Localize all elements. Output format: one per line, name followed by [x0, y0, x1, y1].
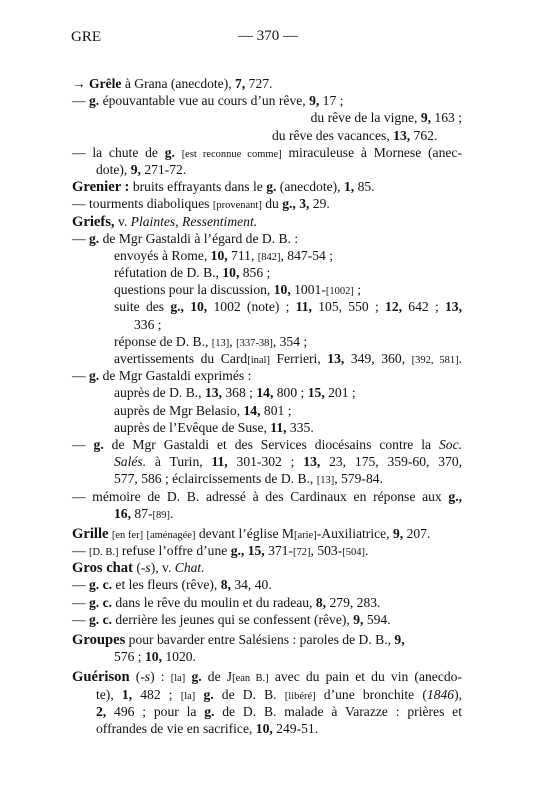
- entry-text: 349, 360,: [344, 351, 412, 366]
- entry-text: —: [72, 230, 89, 246]
- index-line: [72, 720, 462, 737]
- index-line: [72, 161, 462, 178]
- entry-text: ,: [229, 333, 237, 349]
- entry-text: 801 ;: [260, 402, 292, 418]
- entry-text: 271-72.: [140, 161, 187, 177]
- editorial-insert: [ean B.]: [232, 673, 269, 685]
- editorial-insert: [la]: [180, 690, 196, 702]
- index-line: [72, 247, 462, 264]
- entry-text: 1020.: [161, 649, 196, 665]
- entry-text: .: [458, 351, 462, 366]
- entry-text: de Mgr Gastaldi exprimés :: [99, 368, 252, 384]
- entry-text: — tourments diaboliques: [72, 196, 213, 212]
- entry-text: 34, 40.: [230, 577, 272, 593]
- entry-text: v.: [114, 213, 131, 229]
- entry-text: dote),: [96, 161, 131, 177]
- index-line: [72, 281, 462, 298]
- entry-text: auprès de l’Evêque de Suse,: [114, 419, 271, 435]
- editorial-insert: [13]: [316, 475, 335, 487]
- entry-text: réfutation de D. B.,: [114, 265, 223, 281]
- entry-text: 249-51.: [272, 720, 319, 736]
- entry-text: de Mgr Gastaldi à l’égard de D. B. :: [99, 230, 299, 246]
- entry-text: —: [72, 368, 89, 384]
- entry-text: pour bavarder entre Salésiens : paroles de D. B.,: [125, 632, 395, 647]
- volume-ref: 12,: [385, 299, 403, 315]
- volume-ref: 10,: [210, 247, 228, 263]
- entry-text: — la chute de: [72, 144, 165, 160]
- index-line: [72, 559, 462, 576]
- volume-ref: 10,: [222, 265, 240, 281]
- volume-ref: 2,: [96, 703, 107, 719]
- entry-text: avec du pain et du vin (anecdo-: [268, 669, 462, 685]
- volume-ref: 9,: [394, 632, 405, 647]
- volume-ref: g., 10,: [170, 299, 208, 315]
- entry-text: , 579-84.: [334, 471, 383, 487]
- editorial-insert: [337-38]: [236, 337, 273, 349]
- entry-text: .: [364, 543, 369, 559]
- volume-ref: g. c.: [89, 594, 113, 610]
- entry-text: , 847-54 ;: [280, 247, 333, 263]
- entry-text: 17 ;: [319, 93, 344, 109]
- entry-text: 856 ;: [239, 265, 271, 281]
- entry-text: —: [72, 577, 89, 593]
- entry-text: 1001-: [290, 282, 326, 298]
- volume-ref: Grêle: [89, 76, 122, 91]
- volume-ref: g. c.: [89, 611, 113, 627]
- entry-text: —: [72, 594, 89, 610]
- entry-text: questions pour la discussion,: [114, 282, 274, 298]
- entry-text: -Auxiliatrice,: [316, 525, 393, 541]
- volume-ref: g., 3,: [282, 196, 310, 212]
- entry-text: épouvantable vue au cours d’un rêve,: [99, 93, 310, 109]
- index-line: [72, 594, 462, 611]
- index-line: [72, 668, 462, 685]
- entry-text: 482 ;: [132, 686, 181, 702]
- entry-text: 207.: [403, 525, 431, 541]
- index-line: [72, 195, 462, 212]
- index-body: [72, 75, 462, 737]
- volume-ref: 9,: [420, 110, 432, 126]
- entry-text: de D. B.: [213, 686, 285, 702]
- entry-text: ;: [353, 282, 362, 298]
- index-line: [72, 686, 462, 703]
- editorial-insert: [842]: [257, 251, 281, 263]
- entry-text: (: [132, 560, 141, 576]
- italic-text: -s: [140, 560, 151, 576]
- volume-ref: 10,: [144, 649, 162, 665]
- entry-text: du: [261, 196, 283, 212]
- volume-ref: 11,: [211, 454, 228, 470]
- index-line: [72, 576, 462, 593]
- entry-text: 201 ;: [324, 385, 356, 401]
- editorial-insert: [D. B.]: [89, 547, 119, 559]
- volume-ref: 13,: [327, 351, 345, 366]
- volume-ref: 13,: [393, 127, 411, 143]
- entry-text: ),: [454, 686, 463, 702]
- volume-ref: 14,: [256, 385, 274, 401]
- volume-ref: 13,: [303, 454, 321, 470]
- entry-text: — mémoire de D. B. adressé à des Cardinaux en réponse aux: [72, 488, 449, 504]
- editorial-insert: [inal]: [247, 355, 270, 366]
- volume-ref: g., 15,: [230, 543, 265, 559]
- running-header: GRE: [71, 29, 101, 45]
- entry-text: 301-302 ;: [227, 454, 304, 470]
- editorial-insert: [504]: [342, 547, 365, 559]
- index-line: [72, 298, 462, 315]
- editorial-insert: [est reconnue comme]: [181, 148, 282, 160]
- entry-text: (: [129, 669, 141, 685]
- entry-text: et les fleurs (rêve),: [112, 577, 221, 593]
- entry-text: 335.: [286, 419, 314, 435]
- entry-text: de D. B. malade à Varazze : prières et: [214, 703, 462, 719]
- index-line: [72, 144, 462, 161]
- entry-text: du rêve des vacances,: [272, 127, 394, 143]
- volume-ref: 10,: [255, 720, 273, 736]
- entry-text: 336 ;: [134, 316, 162, 332]
- entry-text: suite des: [114, 299, 171, 315]
- index-line: [72, 92, 462, 109]
- volume-ref: 7,: [235, 76, 246, 91]
- entry-text: 496 ; pour la: [106, 703, 205, 719]
- volume-ref: 9,: [130, 161, 141, 177]
- index-line: [72, 333, 462, 350]
- entry-text: Ferrieri,: [269, 351, 328, 366]
- volume-ref: g.: [89, 230, 100, 246]
- entry-text: auprès de D. B.,: [114, 385, 205, 401]
- volume-ref: g.: [89, 368, 100, 384]
- entry-text: —: [72, 93, 89, 109]
- entry-text: 368 ;: [221, 385, 257, 401]
- volume-ref: 13,: [204, 385, 222, 401]
- index-line: [72, 316, 462, 333]
- entry-text: 577, 586 ; éclaircissements de D. B.,: [114, 471, 317, 487]
- entry-text: de J: [201, 669, 233, 685]
- headword: Grenier :: [72, 179, 130, 196]
- italic-text: Soc.: [438, 436, 462, 452]
- headword: Griefs,: [72, 213, 115, 230]
- volume-ref: 1,: [343, 179, 355, 195]
- entry-text: —: [72, 543, 89, 559]
- headword: Gros chat: [72, 560, 133, 577]
- volume-ref: g.,: [448, 488, 462, 504]
- entry-text: offrandes de vie en sacrifice,: [96, 720, 256, 736]
- headword: Guérison: [72, 669, 130, 686]
- editorial-insert: [72]: [293, 547, 311, 559]
- volume-ref: g.: [203, 686, 214, 702]
- index-line: [72, 525, 462, 542]
- italic-text: 1846: [426, 686, 455, 702]
- index-line: [72, 213, 462, 230]
- index-line: [72, 127, 462, 144]
- index-line: [72, 75, 462, 92]
- index-line: [72, 488, 462, 505]
- editorial-insert: [libéré]: [284, 690, 316, 702]
- volume-ref: g.: [89, 93, 100, 109]
- index-line: [72, 402, 462, 419]
- volume-ref: g.: [266, 179, 277, 195]
- editorial-insert: [1002]: [325, 286, 354, 298]
- index-line: [72, 611, 462, 628]
- index-line: [72, 542, 462, 559]
- entry-text: [175, 145, 182, 160]
- volume-ref: 13,: [445, 299, 462, 315]
- volume-ref: 9,: [309, 93, 320, 109]
- entry-text: 87-: [131, 505, 153, 521]
- entry-text: devant l’église M: [195, 525, 294, 541]
- entry-text: 762.: [410, 127, 438, 143]
- entry-text: réponse de D. B.,: [114, 333, 212, 349]
- entry-text: 29.: [309, 196, 330, 212]
- entry-text: 642 ;: [402, 299, 445, 315]
- editorial-insert: [89]: [152, 509, 171, 521]
- volume-ref: 8,: [220, 577, 231, 593]
- entry-text: —: [72, 436, 94, 452]
- entry-text: →: [72, 76, 89, 91]
- index-line: [72, 264, 462, 281]
- volume-ref: 11,: [270, 419, 287, 435]
- entry-text: dans le rêve du moulin et du radeau,: [112, 594, 316, 610]
- entry-text: 371-: [264, 543, 294, 559]
- entry-text: derrière les jeunes qui se confessent (rêve),: [112, 611, 354, 627]
- index-line: [72, 367, 462, 384]
- index-line: [72, 648, 462, 665]
- volume-ref: g.: [191, 669, 202, 685]
- entry-text: 105, 550 ;: [311, 299, 386, 315]
- entry-text: 1002 (note) ;: [207, 299, 296, 315]
- index-line: [72, 505, 462, 522]
- index-line: [72, 419, 462, 436]
- volume-ref: 1,: [121, 686, 133, 702]
- entry-text: miraculeuse à Mornese (anec-: [281, 144, 462, 160]
- volume-ref: 11,: [295, 299, 312, 315]
- index-line: [72, 703, 462, 720]
- entry-text: 279, 283.: [326, 594, 381, 610]
- page-number: — 370 —: [238, 28, 298, 44]
- entry-text: te),: [96, 686, 122, 702]
- headword: Groupes: [72, 632, 126, 648]
- index-line: [72, 384, 462, 401]
- entry-text: 85.: [354, 179, 375, 195]
- entry-text: , 354 ;: [272, 333, 308, 349]
- entry-text: ) :: [150, 669, 171, 685]
- entry-text: ), v.: [150, 560, 175, 576]
- entry-text: 711,: [227, 247, 258, 263]
- volume-ref: 9,: [353, 611, 364, 627]
- volume-ref: 15,: [307, 385, 325, 401]
- entry-text: bruits effrayants dans le: [129, 179, 267, 195]
- entry-text: 594.: [363, 611, 391, 627]
- editorial-insert: [en fer]: [111, 529, 144, 541]
- entry-text: , 503-: [310, 543, 343, 559]
- volume-ref: 9,: [392, 525, 404, 541]
- volume-ref: g.: [93, 436, 104, 452]
- editorial-insert: [aménagée]: [146, 529, 196, 541]
- entry-text: 23, 175, 359-60, 370,: [320, 454, 463, 470]
- entry-text: 727.: [245, 76, 273, 91]
- entry-text: refuse l’offre d’une: [118, 543, 231, 559]
- entry-text: du rêve de la vigne,: [310, 110, 421, 126]
- italic-text: Chat.: [174, 560, 205, 576]
- italic-text: Plaintes, Ressentiment.: [130, 213, 258, 229]
- entry-text: 163 ;: [431, 110, 462, 126]
- editorial-insert: [arie]: [293, 529, 317, 541]
- volume-ref: 16,: [114, 505, 131, 521]
- index-line: [72, 109, 462, 126]
- editorial-insert: [la]: [170, 673, 186, 685]
- volume-ref: g. c.: [89, 577, 113, 593]
- volume-ref: 8,: [315, 594, 327, 610]
- index-line: [72, 230, 462, 247]
- italic-text: Salés.: [114, 454, 147, 470]
- volume-ref: g.: [164, 144, 175, 160]
- editorial-insert: [provenant]: [212, 200, 262, 212]
- index-line: [72, 470, 462, 487]
- volume-ref: 10,: [273, 282, 291, 298]
- entry-text: 576 ;: [114, 649, 145, 665]
- index-line: [72, 631, 462, 648]
- index-line: [72, 436, 462, 453]
- entry-text: envoyés à Rome,: [114, 247, 211, 263]
- entry-text: de Mgr Gastaldi et des Services diocésains contre la: [103, 436, 439, 452]
- entry-text: 800 ;: [273, 385, 308, 401]
- entry-text: (anecdote),: [276, 179, 344, 195]
- index-line: [72, 178, 462, 195]
- headword: Grille: [72, 525, 109, 542]
- editorial-insert: [392, 581]: [411, 355, 459, 366]
- editorial-insert: [13]: [211, 337, 230, 349]
- entry-text: à Grana (anecdote),: [121, 76, 236, 91]
- entry-text: à Turin,: [146, 454, 212, 470]
- entry-text: .: [170, 505, 174, 521]
- volume-ref: 14,: [243, 402, 261, 418]
- italic-text: -s: [140, 669, 151, 685]
- entry-text: —: [72, 611, 89, 627]
- volume-ref: g.: [204, 703, 215, 719]
- entry-text: auprès de Mgr Belasio,: [114, 402, 244, 418]
- entry-text: d’une bronchite (: [315, 686, 427, 702]
- entry-text: avertissements du Card: [114, 351, 248, 366]
- index-line: [72, 350, 462, 367]
- index-line: [72, 453, 462, 470]
